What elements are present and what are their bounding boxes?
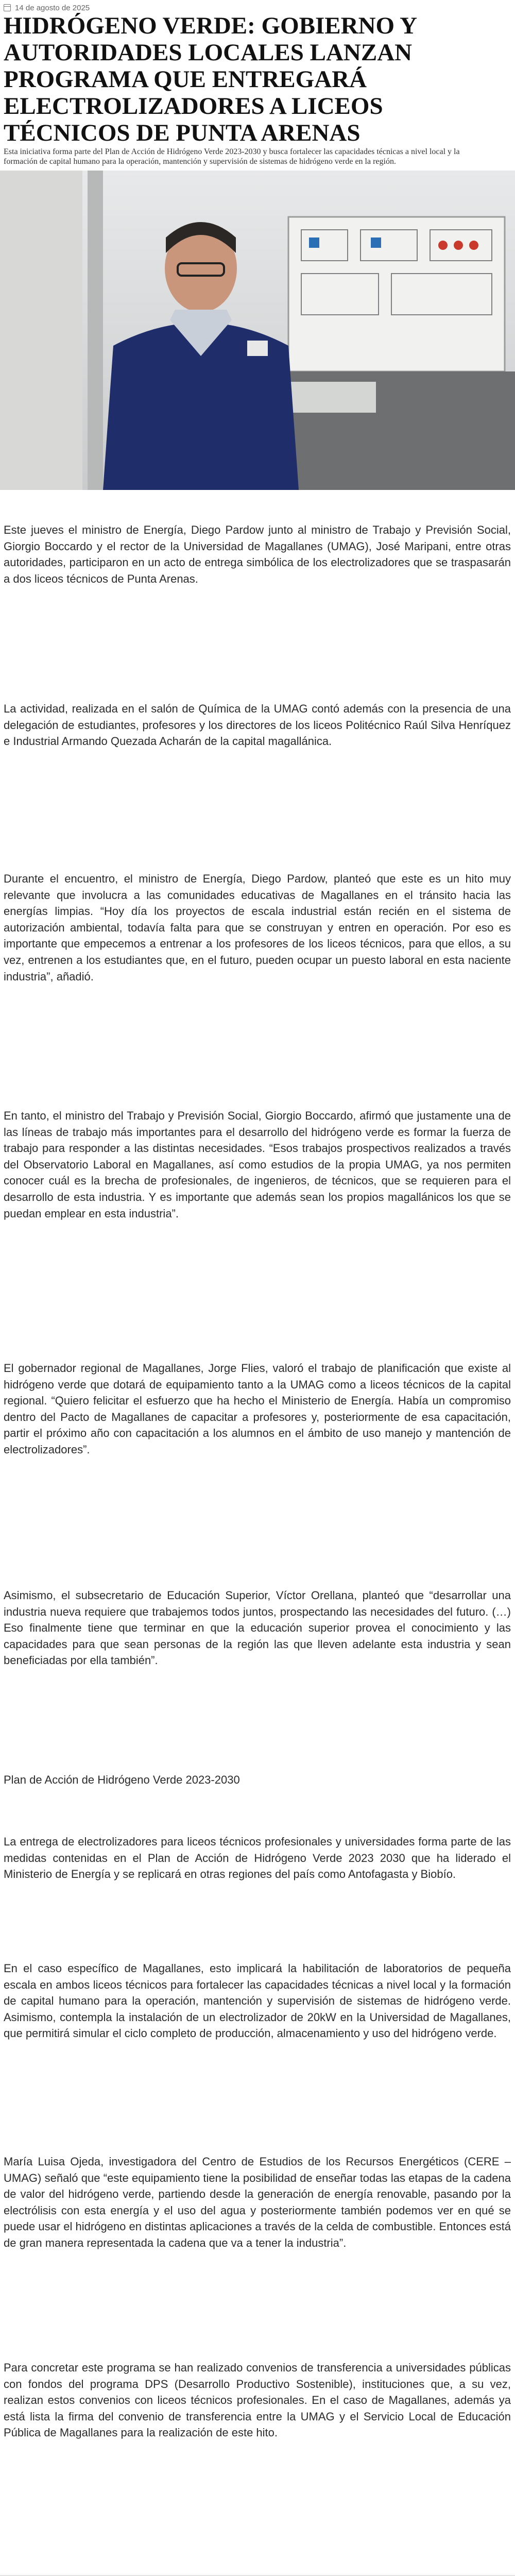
article-lead: Esta iniciativa forma parte del Plan de Acción de Hidrógeno Verde 2023-2030 y busca fortalecer las capacidades técnicas a nivel local y la formación de capital humano para la operación, mantención y supervisión de sistemas de hidrógeno verde en la región. bbox=[4, 147, 460, 166]
paragraph-2: La actividad, realizada en el salón de Química de la UMAG contó además con la presencia de una delegación de estudiantes, profesores y los directores de los liceos Politécnico Raúl Silva Henríquez e Industrial Armando Quezada Acharán de la capital magallánica. bbox=[4, 702, 511, 748]
article-date: 14 de agosto de 2025 bbox=[15, 3, 90, 12]
paragraph-10: Para concretar este programa se han realizado convenios de transferencia a universidades públicas con fondos del programa DPS (Desarrollo Productivo Sostenible), instituciones que, a su vez, realizan estos convenios con liceos técnicos profesionales. En el caso de Magallanes, además ya está lista la firma del convenio de transferencia entre la UMAG y el Servicio Local de Educación Pública de Magallanes para la realización de este hito. bbox=[4, 2361, 511, 2439]
paragraph-4: En tanto, el ministro del Trabajo y Previsión Social, Giorgio Boccardo, afirmó que justamente una de las líneas de trabajo más importantes para el desarrollo del hidrógeno verde es formar la fuerza de trabajo para responder a las distintas necesidades. “Esos trabajos prospectivos realizados a través del Observatorio Laboral en Magallanes, así como estudios de la propia UMAG, ya nos permiten conocer cuál es la brecha de profesionales, de ingenieros, de técnicos, que se requieren para el desarrollo de esta industria. Y es importante que además sean los propios magallánicos los que se puedan emplear en esta industria”. bbox=[4, 1109, 511, 1220]
paragraph-8: En el caso específico de Magallanes, esto implicará la habilitación de laboratorios de pequeña escala en ambos liceos técnicos para fortalecer las capacidades técnicas a nivel local y la formación de capital humano para la operación, mantención y supervisión de sistemas de hidrógeno verde. Asimismo, contempla la instalación de un electrolizador de 20kW en la Universidad de Magallanes, que permitirá simular el ciclo completo de producción, almacenamiento y uso del hidrógeno verde. bbox=[4, 1962, 511, 2040]
article-meta bbox=[4, 2, 90, 13]
paragraph-9: María Luisa Ojeda, investigadora del Centro de Estudios de los Recursos Energéticos (CERE – UMAG) señaló que “este equipamiento tiene la posibilidad de enseñar todas las etapas de la cadena de valor del hidrógeno verde, partiendo desde la generación de energía renovable, pasando por la electrólisis con esta energía y el uso del agua y posteriormente también podemos ver en qué se puede usar el hidrógeno en distintas aplicaciones a través de la celda de combustible. Entonces está de gran manera representada la cadena que va a tener la industria”. bbox=[4, 2155, 511, 2249]
photo-minister-lab bbox=[0, 171, 515, 490]
section-heading: Plan de Acción de Hidrógeno Verde 2023-2030 bbox=[4, 1773, 240, 1786]
paragraph-1: Este jueves el ministro de Energía, Diego Pardow junto al ministro de Trabajo y Previsión Social, Giorgio Boccardo y el rector de la Universidad de Magallanes (UMAG), José Maripani, entre otras autoridades, participaron en un acto de entrega simbólica de los electrolizadores que se traspasarán a dos liceos técnicos de Punta Arenas. bbox=[4, 523, 511, 585]
paragraph-5: El gobernador regional de Magallanes, Jorge Flies, valoró el trabajo de planificación que existe al hidrógeno verde que dotará de equipamiento tanto a la UMAG como a liceos técnicos de la capital regional. “Quiero felicitar el esfuerzo que ha hecho el Ministerio de Energía. Había un compromiso dentro del Pacto de Magallanes de capacitar a profesores y, posteriormente de esa capacitación, partir el próximo año con capacitación a los alumnos en el ámbito de uso manejo y mantención de electrolizadores”. bbox=[4, 1362, 511, 1456]
paragraph-7: La entrega de electrolizadores para liceos técnicos profesionales y universidades forma parte de las medidas contenidas en el Plan de Acción de Hidrógeno Verde 2023 2030 que ha liderado el Ministerio de Energía y se replicará en otras regiones del país como Antofagasta y Biobío. bbox=[4, 1835, 511, 1881]
calendar-icon bbox=[4, 4, 11, 11]
paragraph-6: Asimismo, el subsecretario de Educación Superior, Víctor Orellana, planteó que “desarrollar una industria nueva requiere que trabajemos todos juntos, prospectando las necesidades del futuro. (…) Eso finalmente tiene que terminar en que la educación superior provea el conocimiento y las capacidades para que sean personas de la región las que lleven adelante esta industria y sean beneficiadas por ella también”. bbox=[4, 1589, 511, 1667]
article-title: HIDRÓGENO VERDE: GOBIERNO Y AUTORIDADES LOCALES LANZAN PROGRAMA QUE ENTREGARÁ ELECTROLIZADORES A LICEOS TÉCNICOS DE PUNTA ARENAS bbox=[4, 12, 417, 146]
paragraph-3: Durante el encuentro, el ministro de Energía, Diego Pardow, planteó que este es un hito muy relevante que involucra a las comunidades educativas de Magallanes en el tránsito hacia las energías limpias. “Hoy día los proyectos de escala industrial están recién en el sistema de autorización ambiental, todavía falta para que se construyan y entren en operación. Por eso es importante que empecemos a entrenar a los profesores de los liceos técnicos, para que ellos, a su vez, entrenen a los estudiantes que, en el futuro, pueden ocupar un puesto laboral en esta naciente industria”, añadió. bbox=[4, 872, 511, 983]
